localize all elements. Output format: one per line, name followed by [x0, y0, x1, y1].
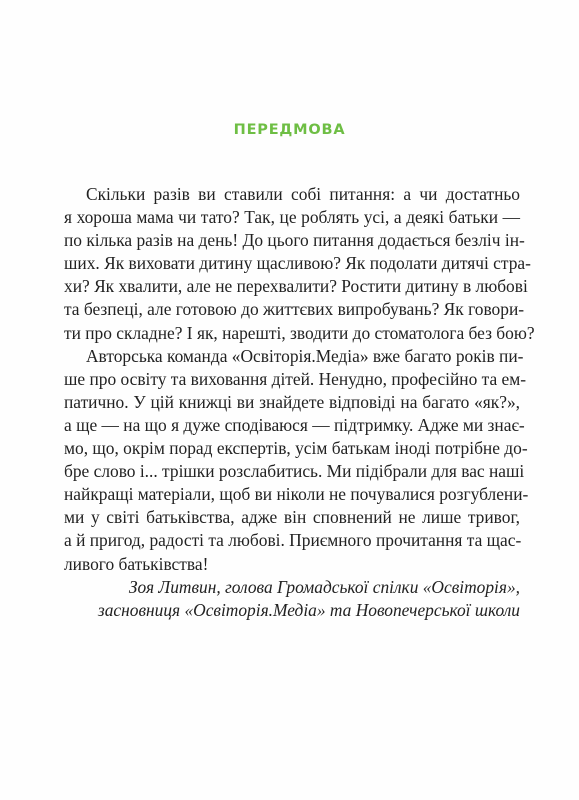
text-line: ми у світі батьківства, адже він сповнений не лише тривог,: [64, 507, 520, 528]
text-line: по кілька разів на день! До цього питання додається безліч ін-: [64, 230, 525, 251]
preface-paragraph-2: [64, 345, 529, 576]
signature-line: засновниця «Освіторія.Медіа» та Новопечерської школи: [97, 599, 520, 620]
text-line: а ще — на що я дуже сподіваюся — підтримку. Адже ми знає-: [64, 414, 525, 435]
text-line: хи? Як хвалити, але не перехвалити? Ростити дитину в любові: [64, 276, 528, 297]
signature-line: Зоя Литвин, голова Громадської спілки «Освіторія»,: [128, 576, 520, 597]
author-signature: [64, 576, 520, 622]
text-line: я хороша мама чи тато? Так, це роблять усі, а деякі батьки —: [64, 207, 520, 228]
preface-body: [64, 183, 535, 622]
text-line: Скільки разів ви ставили собі питання: а чи достатньо: [86, 184, 520, 204]
text-line: Авторська команда «Освіторія.Медіа» вже багато років пи-: [86, 345, 524, 366]
text-line: ти про складне? І як, нарешті, зводити до стоматолога без бою?: [64, 322, 535, 343]
text-line: найкращі матеріали, щоб ви ніколи не почувалися розгублени-: [64, 484, 529, 505]
text-line: ливого батьківства!: [64, 553, 209, 574]
text-line: мо, що, окрім порад експертів, усім батькам іноді потрібне до-: [64, 438, 528, 459]
page-heading: ПЕРЕДМОВА: [233, 122, 346, 138]
text-line: а й пригод, радості та любові. Приємного прочитання та щас-: [64, 530, 522, 551]
text-line: ше про освіту та виховання дітей. Ненудно, професійно та ем-: [64, 368, 527, 389]
text-line: ших. Як виховати дитину щасливою? Як подолати дитячі стра-: [64, 253, 531, 274]
text-line: та безпеці, але готовою до життєвих випробувань? Як говори-: [64, 299, 525, 320]
preface-paragraph-1: [64, 183, 535, 345]
text-line: бре слово і... трішки розслабитись. Ми підібрали для вас наші: [64, 461, 525, 482]
text-line: патично. У цій книжці ви знайдете відповіді на багато «як?»,: [64, 391, 520, 412]
